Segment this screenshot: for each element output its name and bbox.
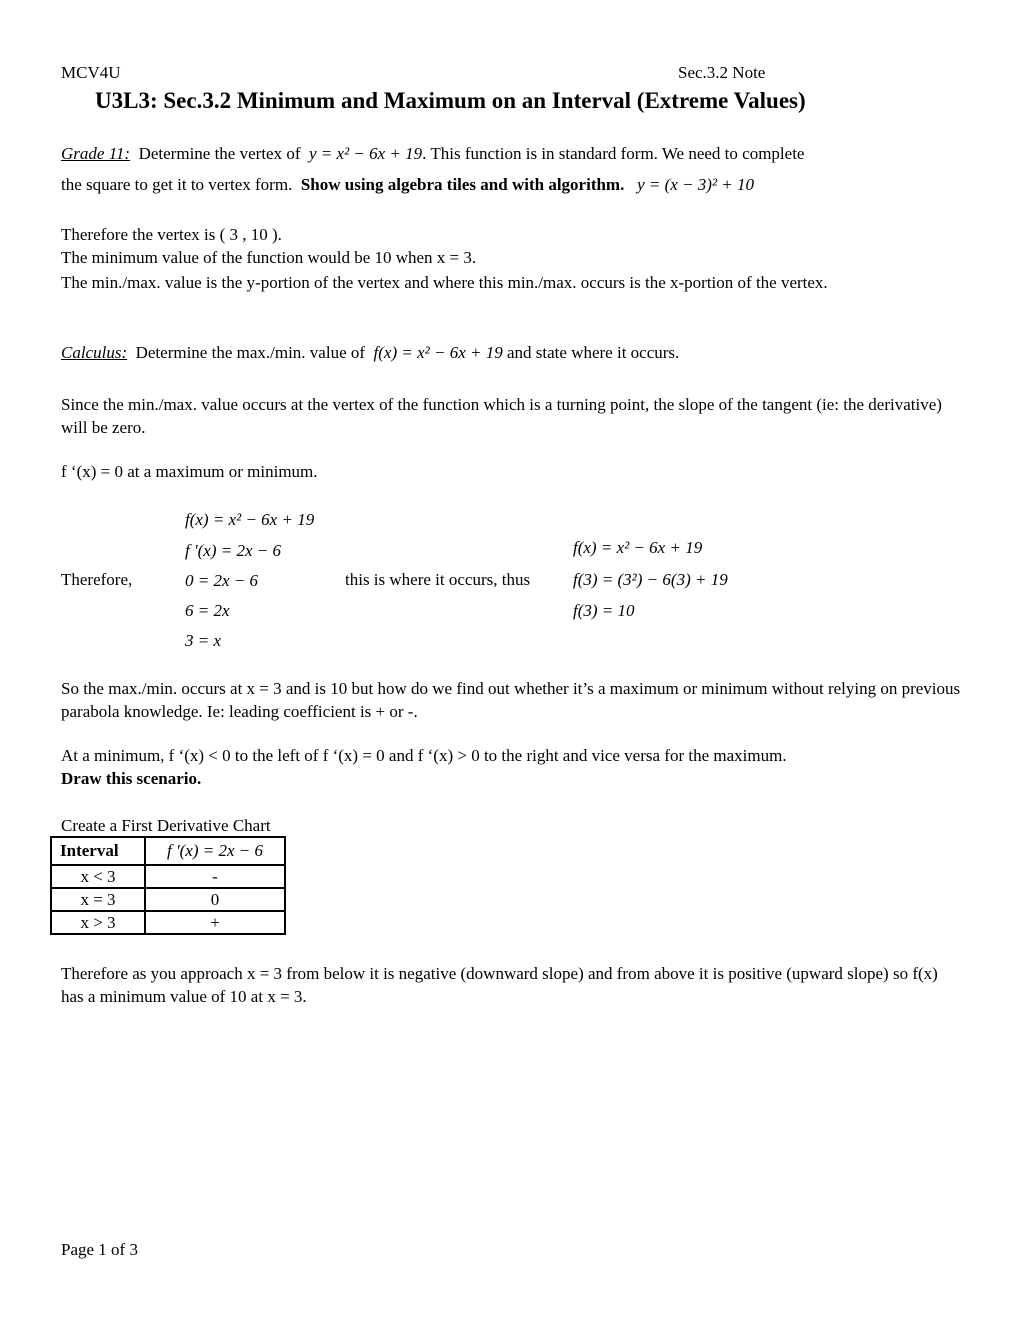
page-number: Page 1 of 3 [61, 1240, 138, 1259]
table-row [51, 888, 285, 911]
work-left-line4: 6 = 2x [185, 601, 230, 620]
grade11-line1 [61, 144, 804, 164]
chart-cell-sign: - [145, 865, 285, 888]
calculus-label: Calculus: [61, 343, 128, 362]
first-derivative-chart [50, 836, 286, 935]
course-code: MCV4U [61, 63, 121, 82]
grade11-equation-vertex: y = (x − 3)² + 10 [637, 175, 755, 194]
chart-cell-sign: 0 [145, 888, 285, 911]
calculus-equation: f(x) = x² − 6x + 19 [373, 343, 503, 362]
grade11-bold-instruction: Show using algebra tiles and with algorithm. [300, 175, 625, 194]
therefore-label: Therefore, [61, 570, 133, 589]
at-minimum-paragraph: At a minimum, f ‘(x) < 0 to the left of f ‘(x) = 0 and f ‘(x) > 0 to the right and vice versa for the maximum. [61, 746, 787, 765]
chart-cell-interval: x < 3 [51, 865, 145, 888]
table-row [51, 865, 285, 888]
work-left-line5: 3 = x [185, 631, 222, 650]
grade11-line2 [61, 175, 754, 195]
vertex-line1: Therefore the vertex is ( 3 , 10 ). [61, 225, 282, 244]
section-note: Sec.3.2 Note [678, 63, 766, 82]
calculus-text-a: Determine the max./min. value of [135, 343, 366, 362]
page-title: U3L3: Sec.3.2 Minimum and Maximum on an Interval (Extreme Values) [95, 88, 806, 113]
so-paragraph: So the max./min. occurs at x = 3 and is 10 but how do we find out whether it’s a maximum or minimum without relying on previous parabola knowledge. Ie: leading coefficient is + or -. [61, 679, 961, 721]
calculus-line [61, 343, 679, 363]
vertex-line2: The minimum value of the function would be 10 when x = 3. [61, 248, 477, 267]
grade11-label: Grade 11: [61, 144, 131, 163]
since-paragraph: Since the min./max. value occurs at the vertex of the function which is a turning point, the slope of the tangent (ie: the derivative) will be zero. [61, 395, 942, 437]
chart-cell-interval: x > 3 [51, 911, 145, 934]
draw-scenario-instruction: Draw this scenario. [61, 769, 202, 788]
chart-caption: Create a First Derivative Chart [61, 816, 271, 835]
chart-header-row [51, 837, 285, 865]
grade11-text-a: Determine the vertex of [138, 144, 301, 163]
chart-cell-interval: x = 3 [51, 888, 145, 911]
work-left-line2: f '(x) = 2x − 6 [185, 541, 281, 560]
work-left-line1: f(x) = x² − 6x + 19 [185, 510, 315, 529]
chart-header-derivative: f '(x) = 2x − 6 [145, 837, 285, 865]
grade11-text-c: the square to get it to vertex form. [61, 175, 293, 194]
grade11-text-b: . This function is in standard form. We need to complete [422, 144, 805, 163]
chart-cell-sign: + [145, 911, 285, 934]
fprime-statement: f ‘(x) = 0 at a maximum or minimum. [61, 462, 318, 481]
work-middle-text: this is where it occurs, thus [345, 570, 531, 589]
work-right-line2: f(3) = (3²) − 6(3) + 19 [573, 570, 728, 589]
grade11-equation-standard: y = x² − 6x + 19 [309, 144, 423, 163]
work-right-line3: f(3) = 10 [573, 601, 635, 620]
conclusion-paragraph: Therefore as you approach x = 3 from below it is negative (downward slope) and from above it is positive (upward slope) so f(x) has a minimum value of 10 at x = 3. [61, 964, 938, 1006]
chart-header-interval: Interval [51, 837, 145, 865]
vertex-line3: The min./max. value is the y-portion of the vertex and where this min./max. occurs is the x-portion of the vertex. [61, 273, 828, 292]
work-right-line1: f(x) = x² − 6x + 19 [573, 538, 703, 557]
calculus-text-b: and state where it occurs. [507, 343, 680, 362]
table-row [51, 911, 285, 934]
work-left-line3: 0 = 2x − 6 [185, 571, 258, 590]
